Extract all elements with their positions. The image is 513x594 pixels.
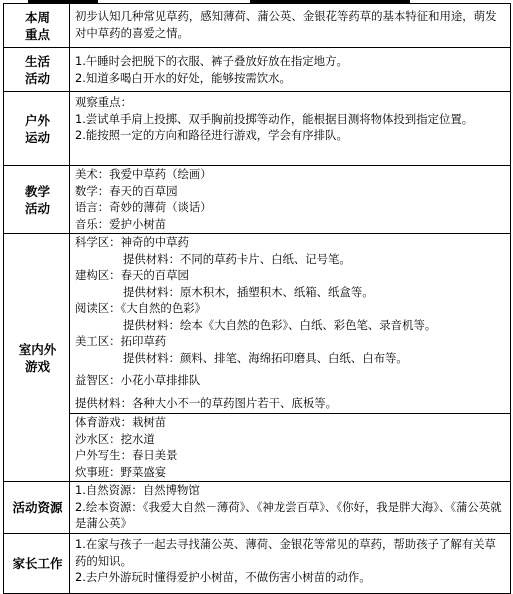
content-line: 美术：我爱中草药（绘画） bbox=[75, 167, 212, 181]
row-content bbox=[70, 48, 511, 92]
row-label: 室内外 游戏 bbox=[4, 234, 70, 482]
content-line: 1.自然资源：自然博物馆 bbox=[75, 483, 200, 497]
content-line: 1.在家与孩子一起去寻找蒲公英、薄荷、金银花等常见的草药，帮助孩子了解有关草药的知识。 bbox=[75, 537, 496, 568]
row-label: 活动资源 bbox=[4, 482, 70, 534]
area-line: 美工区：拓印草药 bbox=[75, 334, 167, 348]
weekly-plan-table bbox=[3, 3, 511, 594]
content-line: 2.绘本资源：《我爱大自然－薄荷》、《神龙尝百草》、《你好，我是胖大海》、《蒲公英就是蒲公英》 bbox=[75, 499, 502, 530]
material-line: 提供材料：颜料、排笔、海绵拓印磨具、白纸、白布等。 bbox=[123, 350, 408, 365]
row-content bbox=[70, 482, 511, 534]
row-content bbox=[70, 534, 511, 594]
row-outdoor-sports bbox=[4, 92, 511, 166]
row-resources bbox=[4, 482, 511, 534]
content-line: 2.去户外游玩时懂得爱护小树苗，不做伤害小树苗的动作。 bbox=[75, 570, 371, 584]
row-content bbox=[70, 234, 511, 414]
area-line: 科学区：神奇的中草药 bbox=[75, 235, 189, 249]
content-line: 音乐：爱护小树苗 bbox=[75, 216, 167, 231]
row-content bbox=[70, 414, 511, 482]
row-games-outdoor bbox=[4, 414, 511, 482]
row-games-indoor bbox=[4, 234, 511, 414]
material-line: 提供材料：原木积木，插塑积木、纸箱、纸盒等。 bbox=[123, 284, 374, 299]
content-line: 炊事班：野菜盛宴 bbox=[75, 464, 167, 479]
row-label: 生活 活动 bbox=[4, 48, 70, 92]
area-line: 益智区：小花小草排排队 bbox=[75, 373, 201, 387]
content-line: 沙水区：挖水道 bbox=[75, 431, 155, 446]
content-line: 1.午睡时会把脱下的衣服、裤子叠放好放在指定地方。 bbox=[75, 54, 348, 68]
content-line: 1.尝试单手肩上投掷、双手胸前投掷等动作，能根据目测将物体投到指定位置。 bbox=[75, 111, 474, 126]
row-label: 教学 活动 bbox=[4, 166, 70, 234]
content-line: 2.能按照一定的方向和路径进行游戏，学会有序排队。 bbox=[75, 128, 348, 142]
area-line: 阅读区：《大自然的色彩》 bbox=[75, 301, 206, 315]
content-line: 语言：奇妙的薄荷（谈话） bbox=[75, 200, 212, 214]
material-line: 提供材料：绘本《大自然的色彩》、白纸、彩色笔、录音机等。 bbox=[123, 317, 437, 332]
content-line: 数学：春天的百草园 bbox=[75, 183, 178, 198]
row-teaching bbox=[4, 166, 511, 234]
row-label: 户外 运动 bbox=[4, 92, 70, 166]
row-daily-life bbox=[4, 48, 511, 92]
row-label: 家长工作 bbox=[4, 534, 70, 594]
row-weekly-focus bbox=[4, 4, 511, 48]
content-line: 观察重点： bbox=[75, 95, 132, 109]
area-line: 建构区：春天的百草园 bbox=[75, 268, 189, 282]
row-content bbox=[70, 4, 511, 48]
row-content bbox=[70, 166, 511, 234]
content-line: 体育游戏：栽树苗 bbox=[75, 415, 167, 429]
content-line: 户外写生：春日美景 bbox=[75, 448, 178, 462]
content-line: 2.知道多喝白开水的好处，能够按需饮水。 bbox=[75, 70, 291, 85]
material-line: 提供材料：不同的草药卡片、白纸、记号笔。 bbox=[123, 251, 351, 266]
row-content bbox=[70, 92, 511, 166]
row-parents bbox=[4, 534, 511, 594]
focus-text: 初步认知几种常见草药，感知薄荷、蒲公英、金银花等药草的基本特征和用途，萌发对中草药的喜爱之情。 bbox=[75, 9, 497, 40]
row-label: 本周 重点 bbox=[4, 4, 70, 48]
material-line: 提供材料：各种大小不一的草药图片若干、底板等。 bbox=[75, 395, 337, 410]
